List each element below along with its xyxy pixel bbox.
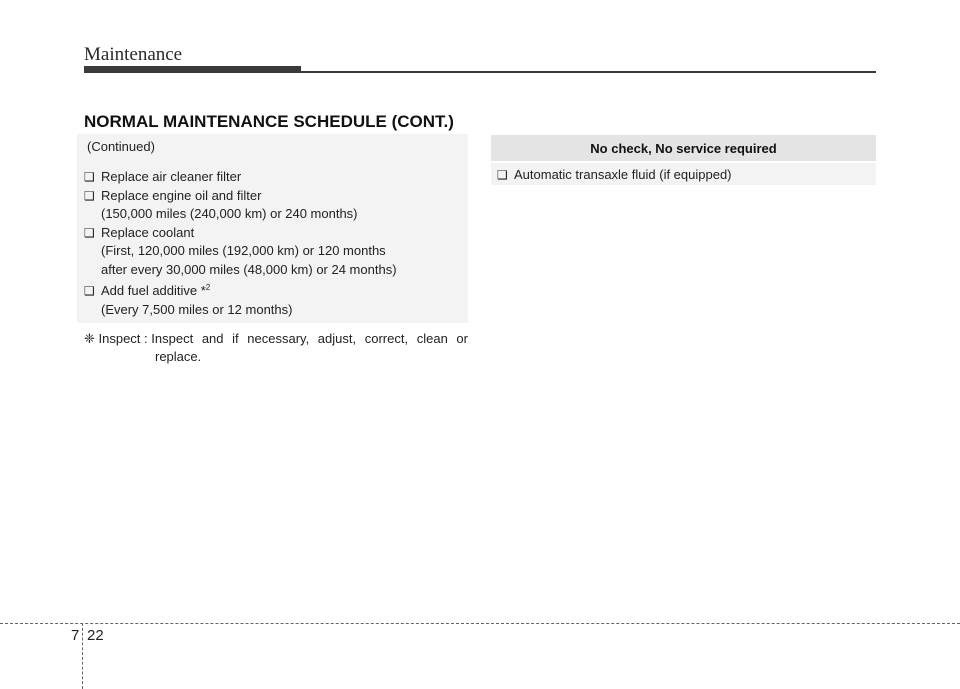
continued-label: (Continued) (87, 139, 155, 154)
list-item (84, 187, 464, 206)
item-detail: (Every 7,500 miles or 12 months) (101, 301, 293, 317)
list-item (84, 279, 464, 301)
header-title: Maintenance (84, 44, 183, 65)
item-label: Add fuel additive * (101, 283, 206, 298)
section-title: NORMAL MAINTENANCE SCHEDULE (CONT.) (84, 112, 454, 131)
checkbox-icon: ❑ (497, 167, 508, 182)
item-label: Replace engine oil and filter (101, 187, 262, 203)
checkbox-icon: ❑ (84, 170, 95, 184)
maintenance-item-list (84, 168, 464, 319)
item-label: Replace coolant (101, 224, 195, 240)
list-item (84, 168, 464, 187)
inspect-term: ❈ Inspect : (84, 331, 148, 346)
header-bar (84, 66, 301, 73)
inspect-note (84, 330, 468, 366)
item-detail: (First, 120,000 miles (192,000 km) or 120 months (101, 243, 386, 258)
chapter-number: 7 (71, 627, 80, 644)
table-row (491, 163, 876, 185)
footer-divider (0, 623, 960, 624)
item-detail: after every 30,000 miles (48,000 km) or 24 months) (101, 261, 397, 277)
checkbox-icon: ❑ (84, 225, 95, 240)
inspect-text: Inspect and if necessary, adjust, correct, clean or (151, 331, 468, 346)
page-number: 22 (87, 627, 104, 644)
no-service-header: No check, No service required (491, 135, 876, 161)
list-item (84, 224, 464, 243)
item-label: Replace air cleaner filter (101, 169, 242, 184)
item-detail: (150,000 miles (240,000 km) or 240 months) (101, 206, 358, 221)
row-label: Automatic transaxle fluid (if equipped) (514, 166, 732, 182)
checkbox-icon: ❑ (84, 188, 95, 203)
footer-divider-vertical (82, 623, 83, 689)
inspect-text-continued: replace. (155, 349, 202, 364)
checkbox-icon: ❑ (84, 284, 95, 298)
header-rule (301, 71, 876, 73)
footnote-marker: 2 (205, 283, 211, 292)
